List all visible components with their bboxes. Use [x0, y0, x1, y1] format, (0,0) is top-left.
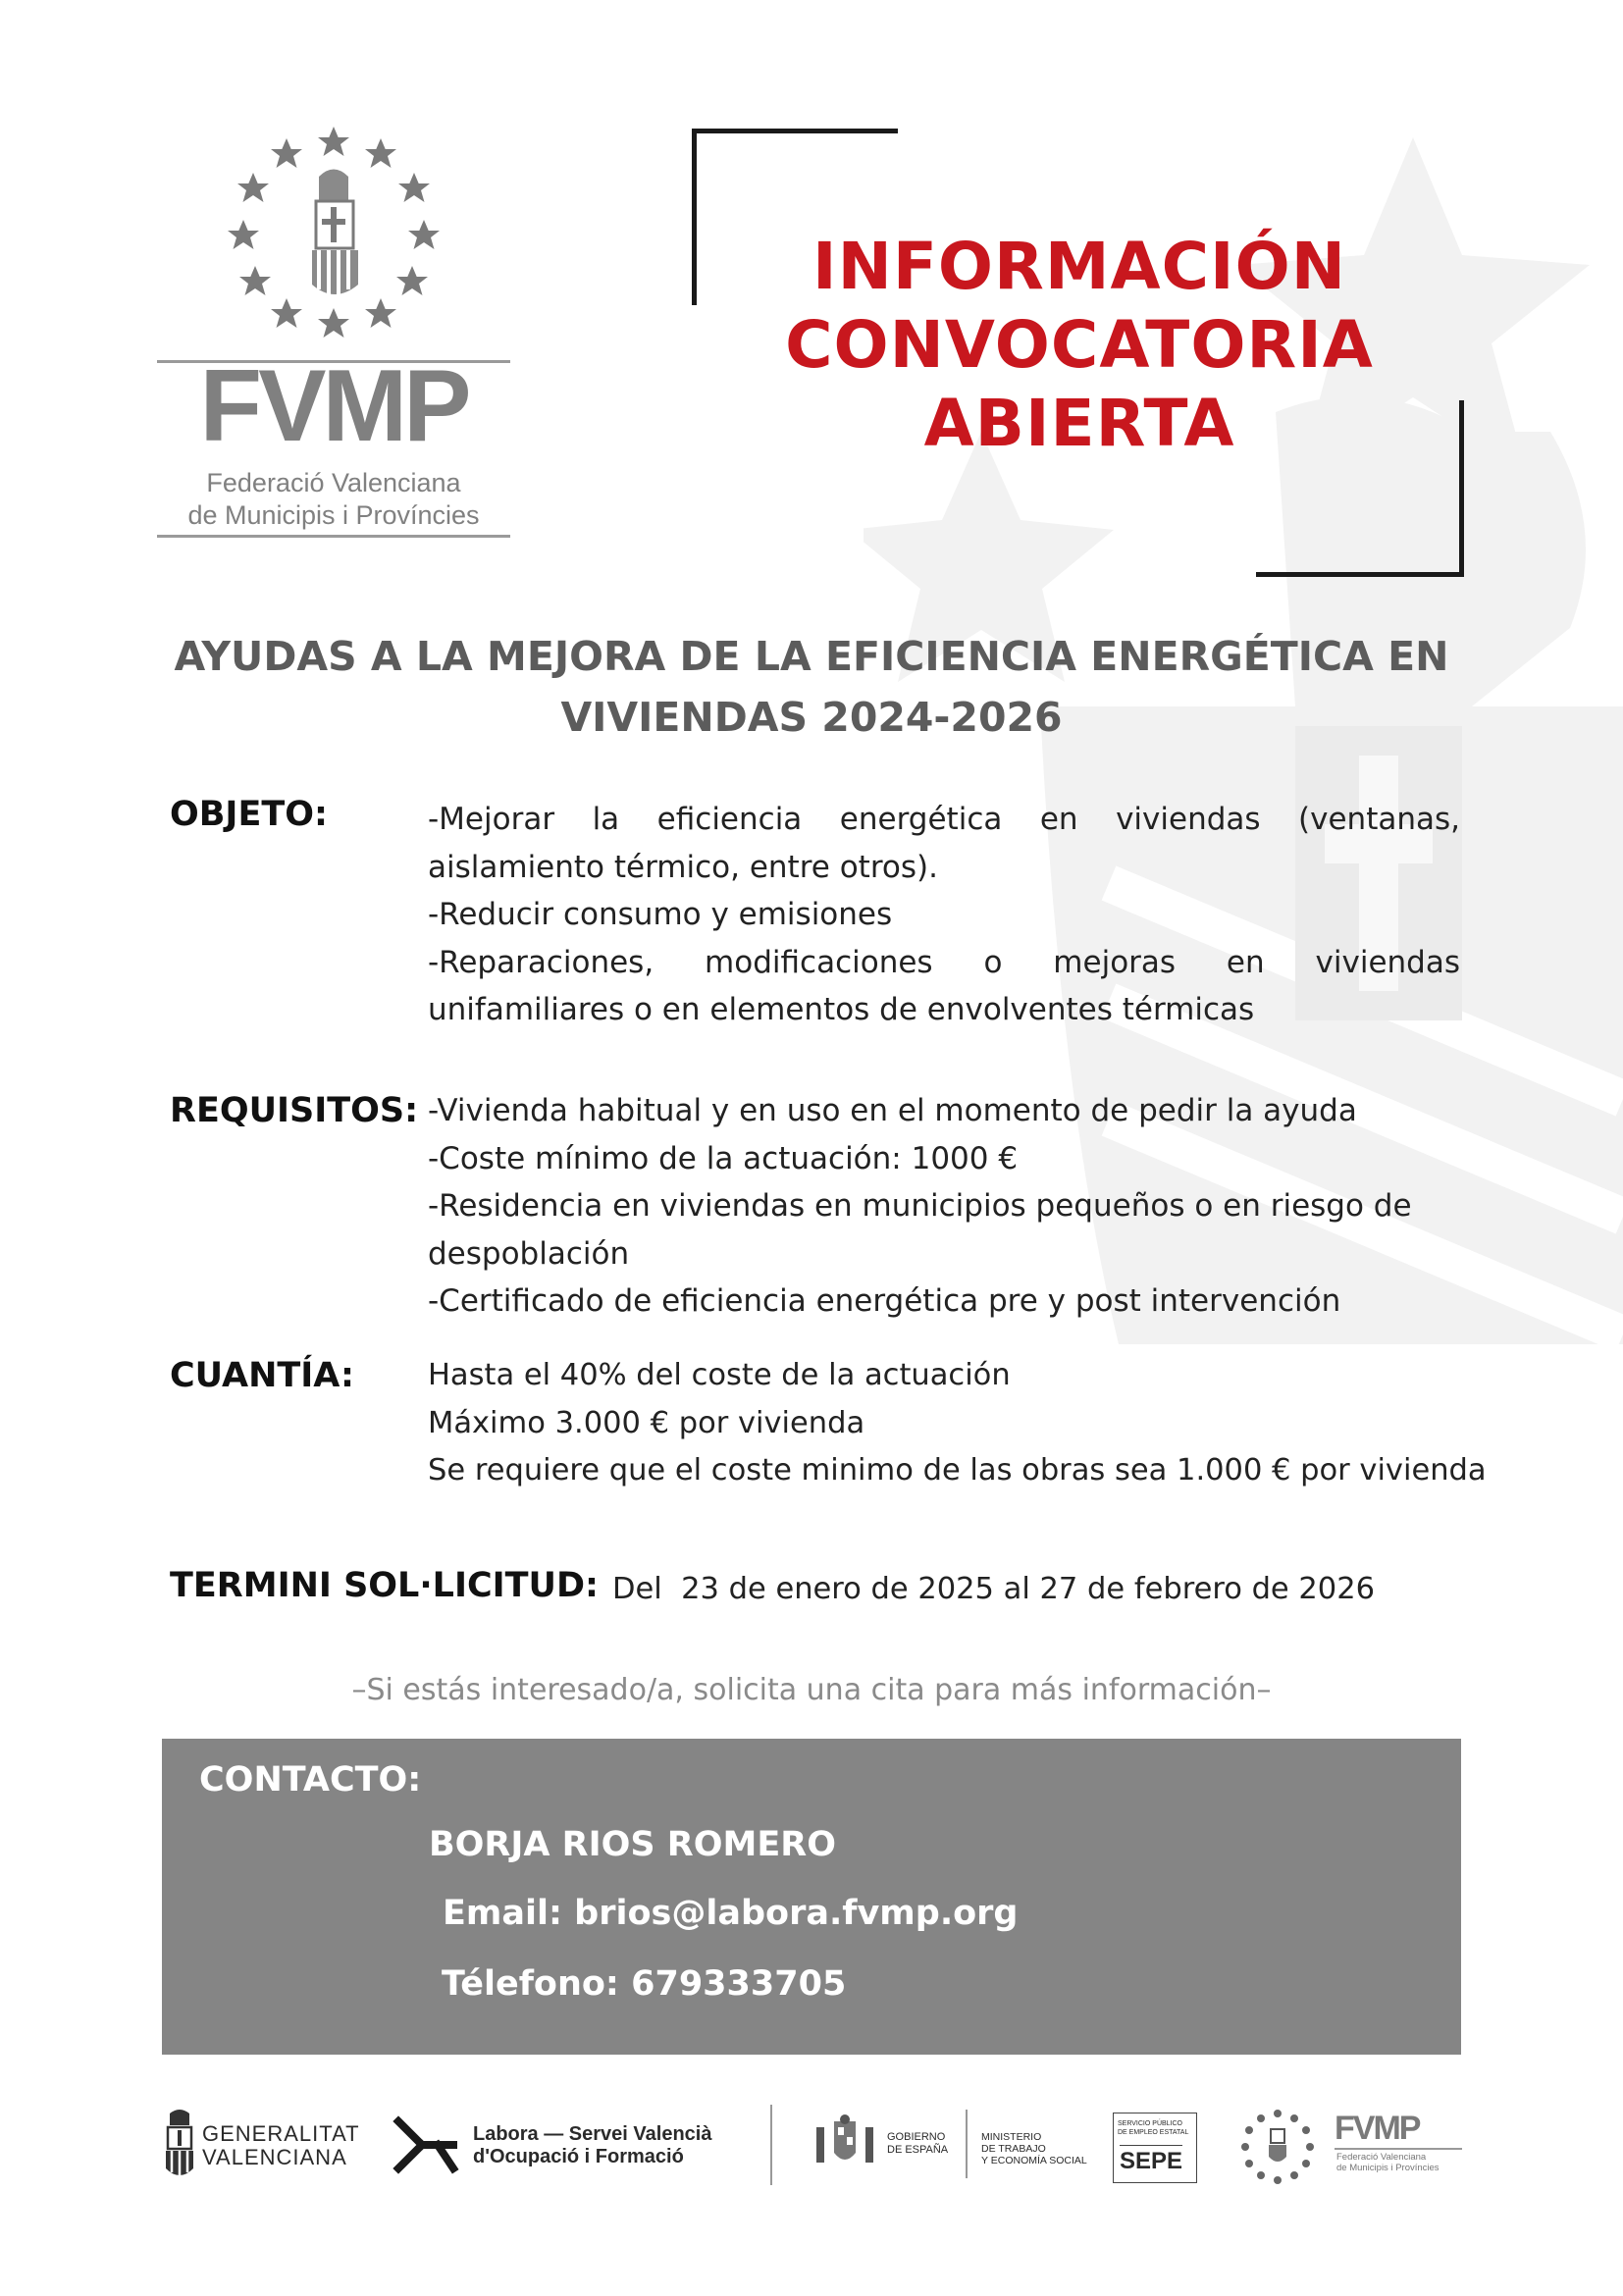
title-line: INFORMACIÓN [812, 229, 1346, 304]
termini-label: TERMINI SOL·LICITUD: [170, 1566, 600, 1605]
cuantia-text [428, 1352, 1527, 1495]
objeto-label: OBJETO: [170, 795, 328, 834]
objeto-line: -Mejorar la eficiencia energética en viviendas (ventanas, [428, 802, 1460, 837]
contact-email[interactable]: Email: brios@labora.fvmp.org [443, 1894, 1019, 1933]
cuantia-line: Máximo 3.000 € por vivienda [428, 1405, 865, 1440]
footer-text-line: GENERALITAT [202, 2121, 360, 2146]
logo-subtitle-line: de Municipis i Províncies [187, 500, 480, 530]
subtitle-line: AYUDAS A LA MEJORA DE LA EFICIENCIA ENERGÉTICA EN [174, 633, 1449, 680]
labora-logo-text [473, 2123, 711, 2168]
requisitos-text [428, 1087, 1468, 1326]
objeto-line: -Reparaciones, modificaciones o mejoras en viviendas [428, 944, 1460, 980]
footer-text-line: SERVICIO PÚBLICO [1118, 2120, 1183, 2127]
title-line: ABIERTA [923, 386, 1235, 461]
fvmp-small-stars-icon [1238, 2108, 1317, 2186]
contact-name: BORJA RIOS ROMERO [429, 1825, 836, 1864]
objeto-line: unifamiliares o en elementos de envolventes térmicas [428, 992, 1255, 1027]
footer-rule [1335, 2148, 1462, 2150]
footer-text-line: DE ESPAÑA [887, 2144, 949, 2156]
cuantia-label: CUANTÍA: [170, 1356, 355, 1395]
objeto-line: -Reducir consumo y emisiones [428, 897, 893, 932]
generalitat-logo-text [202, 2122, 360, 2169]
subtitle-line: VIVIENDAS 2024-2026 [560, 694, 1063, 741]
subtitle [147, 626, 1476, 748]
footer-text-line: GOBIERNO [887, 2131, 946, 2143]
fvmp-logo-subtitle [167, 467, 500, 532]
footer-text-line: de Municipis i Províncies [1336, 2163, 1440, 2173]
objeto-line: aislamiento térmico, entre otros). [428, 849, 938, 885]
footer-text-line: Y ECONOMÍA SOCIAL [981, 2155, 1087, 2166]
footer-text-line: Federació Valenciana [1336, 2152, 1427, 2163]
shield-emblem [312, 170, 358, 296]
footer-text-line: Labora — Servei Valencià [473, 2123, 712, 2145]
fvmp-logo-word: FVMP [199, 349, 468, 463]
generalitat-shield-icon [162, 2108, 197, 2180]
requisitos-line: -Residencia en viviendas en municipios pequeños o en riesgo de [428, 1188, 1412, 1224]
requisitos-line: -Coste mínimo de la actuación: 1000 € [428, 1140, 1019, 1176]
footer-divider [966, 2110, 968, 2178]
footer-text-line: d'Ocupació i Formació [473, 2146, 684, 2167]
objeto-text [428, 796, 1460, 1034]
sepe-word: SEPE [1120, 2145, 1182, 2175]
contact-box [162, 1739, 1461, 2055]
footer-divider [770, 2105, 772, 2185]
footer-text-line: DE EMPLEO ESTATAL [1118, 2129, 1189, 2136]
ministerio-text [981, 2131, 1087, 2166]
requisitos-line: -Certificado de eficiencia energética pre y post intervención [428, 1283, 1341, 1319]
requisitos-line: -Vivienda habitual y en uso en el momento de pedir la ayuda [428, 1093, 1357, 1128]
gobierno-text [887, 2131, 948, 2157]
sepe-small-text [1118, 2119, 1188, 2137]
fvmp-small-subtitle [1336, 2152, 1440, 2173]
fvmp-small-word: FVMP [1335, 2110, 1420, 2147]
requisitos-line: despoblación [428, 1235, 630, 1272]
footer-text-line: DE TRABAJO [981, 2143, 1046, 2155]
contact-label: CONTACTO: [199, 1760, 422, 1800]
termini-dates: Del 23 de enero de 2025 al 27 de febrero de 2026 [612, 1572, 1376, 1606]
spain-coat-of-arms-icon [812, 2113, 877, 2172]
title-line: CONVOCATORIA [785, 307, 1374, 383]
requisitos-label: REQUISITOS: [170, 1091, 419, 1130]
footer-text-line: MINISTERIO [981, 2131, 1042, 2143]
cuantia-line: Hasta el 40% del coste de la actuación [428, 1358, 1011, 1392]
labora-logo-icon [393, 2115, 459, 2174]
page-title [746, 228, 1413, 463]
cuantia-line: Se requiere que el coste minimo de las obras sea 1.000 € por vivienda [428, 1453, 1487, 1487]
footer-text-line: VALENCIANA [202, 2145, 347, 2169]
sepe-logo [1113, 2113, 1197, 2183]
contact-phone[interactable]: Télefono: 679333705 [442, 1964, 847, 2004]
appointment-invite: –Si estás interesado/a, solicita una cita para más información– [351, 1673, 1272, 1707]
logo-subtitle-line: Federació Valenciana [206, 468, 461, 497]
